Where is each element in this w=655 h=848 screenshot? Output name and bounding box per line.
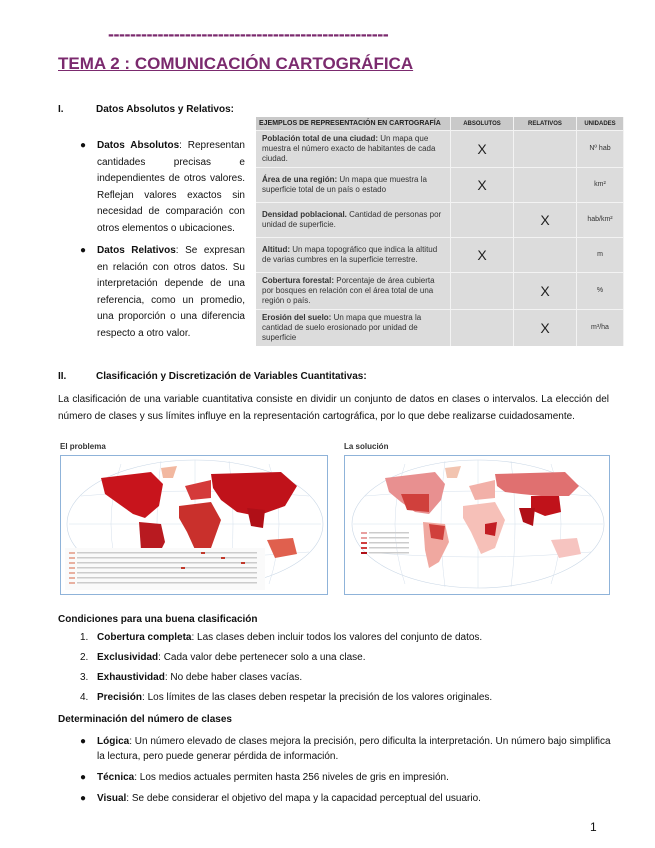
section-1-title: Datos Absolutos y Relativos: [96,104,234,115]
row-desc: Un mapa topográfico que indica la altitud de varias cumbres en la superficie terrestre. [262,245,438,264]
row-desc: Un mapa que muestra la superficie total de un país o estado [262,175,427,194]
list-item-relative [80,243,245,342]
item-term: Lógica [97,736,130,747]
conditions-list [80,632,620,712]
row-absolute-mark [451,273,514,310]
world-map-solution-image [345,456,610,594]
row-absolute-mark: X [451,238,514,273]
data-types-list [80,138,245,348]
bullet-icon: ● [80,772,87,783]
row-unit: m³/ha [577,310,624,347]
header-relatives: RELATIVOS [514,117,577,131]
table-row [256,131,624,168]
world-map-problem-image [61,456,328,594]
list-item [80,770,620,785]
item-text: : Un número elevado de clases mejora la precisión, pero dificulta la interpretación. Un número bajo simplifica la lectura, pero puede generar pérdida de información. [97,736,611,762]
row-desc: Porcentaje de área cubierta por bosques en relación con el área total de una región o país. [262,276,435,305]
row-absolute-mark: X [451,131,514,168]
item-term: Exclusividad [97,652,159,663]
section-2-number: II. [58,371,67,382]
classification-paragraph: La clasificación de una variable cuantitativa consiste en dividir un conjunto de datos en clases o intervalos. La elección del número de clases y sus límites influye en la representación cartográfica, por lo que debe realizarse cuidadosamente. [58,394,609,422]
determination-heading: Determinación del número de clases [58,714,232,725]
definition-absolute: : Representan cantidades precisas e independientes de otros valores. Reflejan valores exactos sin necesidad de comparación con otros elementos o ubicaciones. [97,140,245,234]
map-problem-frame [60,455,328,595]
row-unit: % [577,273,624,310]
list-item [80,791,620,806]
row-relative-mark: X [514,203,577,238]
item-text: : Cada valor debe pertenecer solo a una clase. [158,652,366,663]
row-term: Área de una región: [262,175,338,184]
page-number: 1 [590,820,597,834]
header-examples: EJEMPLOS DE REPRESENTACIÓN EN CARTOGRAFÍA [256,117,451,131]
table-row [256,238,624,273]
header-units: UNIDADES [577,117,624,131]
item-text: : Las clases deben incluir todos los valores del conjunto de datos. [191,632,483,643]
row-term: Erosión del suelo: [262,313,332,322]
row-unit: Nº hab [577,131,624,168]
item-text: : Se debe considerar el objetivo del mapa y la capacidad perceptual del usuario. [126,793,481,804]
map-solution-label: La solución [344,442,389,451]
item-text: : Los límites de las clases deben respetar la precisión de los valores originales. [142,692,493,703]
bullet-icon: ● [80,736,87,747]
list-item [80,734,620,764]
row-absolute-mark [451,310,514,347]
item-text: : Los medios actuales permiten hasta 256 niveles de gris en impresión. [134,772,449,783]
table-row [256,310,624,347]
term-relative: Datos Relativos [97,245,176,256]
item-term: Precisión [97,692,143,703]
row-relative-mark: X [514,310,577,347]
term-absolute: Datos Absolutos [97,140,180,151]
map-problem-label: El problema [60,442,106,451]
item-number: 2. [80,652,89,663]
section-2-title: Clasificación y Discretización de Variables Cuantitativas: [96,371,367,382]
row-absolute-mark [451,203,514,238]
conditions-heading: Condiciones para una buena clasificación [58,614,258,625]
determination-list [80,734,620,812]
bullet-icon: ● [80,140,87,151]
row-term: Altitud: [262,245,290,254]
examples-table [256,117,624,346]
row-term: Cobertura forestal: [262,276,335,285]
list-item [80,632,620,652]
row-relative-mark [514,238,577,273]
row-desc: Un mapa que muestra la cantidad de suelo erosionado por unidad de superficie [262,313,422,342]
list-item [80,672,620,692]
section-1-number: I. [58,104,64,115]
list-item [80,652,620,672]
row-relative-mark: X [514,273,577,310]
page-title: TEMA 2 : COMUNICACIÓN CARTOGRÁFICA [58,54,414,73]
item-number: 3. [80,672,89,683]
map-problem [60,442,328,595]
item-number: 1. [80,632,89,643]
row-unit: hab/km² [577,203,624,238]
item-term: Técnica [97,772,135,783]
map-solution [344,442,610,595]
table-row [256,203,624,238]
list-item [80,692,620,712]
table-row [256,168,624,203]
bullet-icon: ● [80,793,87,804]
header-absolutes: ABSOLUTOS [451,117,514,131]
row-desc: Cantidad de personas por unidad de superficie. [262,210,442,229]
decorative-dash-line: --------------------------------------------------- [108,24,389,44]
row-term: Población total de una ciudad: [262,134,379,143]
row-relative-mark [514,168,577,203]
row-unit: m [577,238,624,273]
row-desc: Un mapa que muestra el número exacto de habitantes de cada ciudad. [262,134,436,163]
list-item-absolute [80,138,245,237]
item-term: Exhaustividad [97,672,165,683]
row-unit: km² [577,168,624,203]
row-term: Densidad poblacional. [262,210,347,219]
item-text: : No debe haber clases vacías. [164,672,303,683]
item-number: 4. [80,692,89,703]
table-header-row [256,117,624,131]
table-row [256,273,624,310]
item-term: Visual [97,793,127,804]
row-relative-mark [514,131,577,168]
definition-relative: : Se expresan en relación con otros datos. Su interpretación depende de una referencia, como un promedio, una proporción o una diferencia respecto a otro valor. [97,245,245,339]
row-absolute-mark: X [451,168,514,203]
map-solution-frame [344,455,610,595]
bullet-icon: ● [80,245,87,256]
item-term: Cobertura completa [97,632,192,643]
